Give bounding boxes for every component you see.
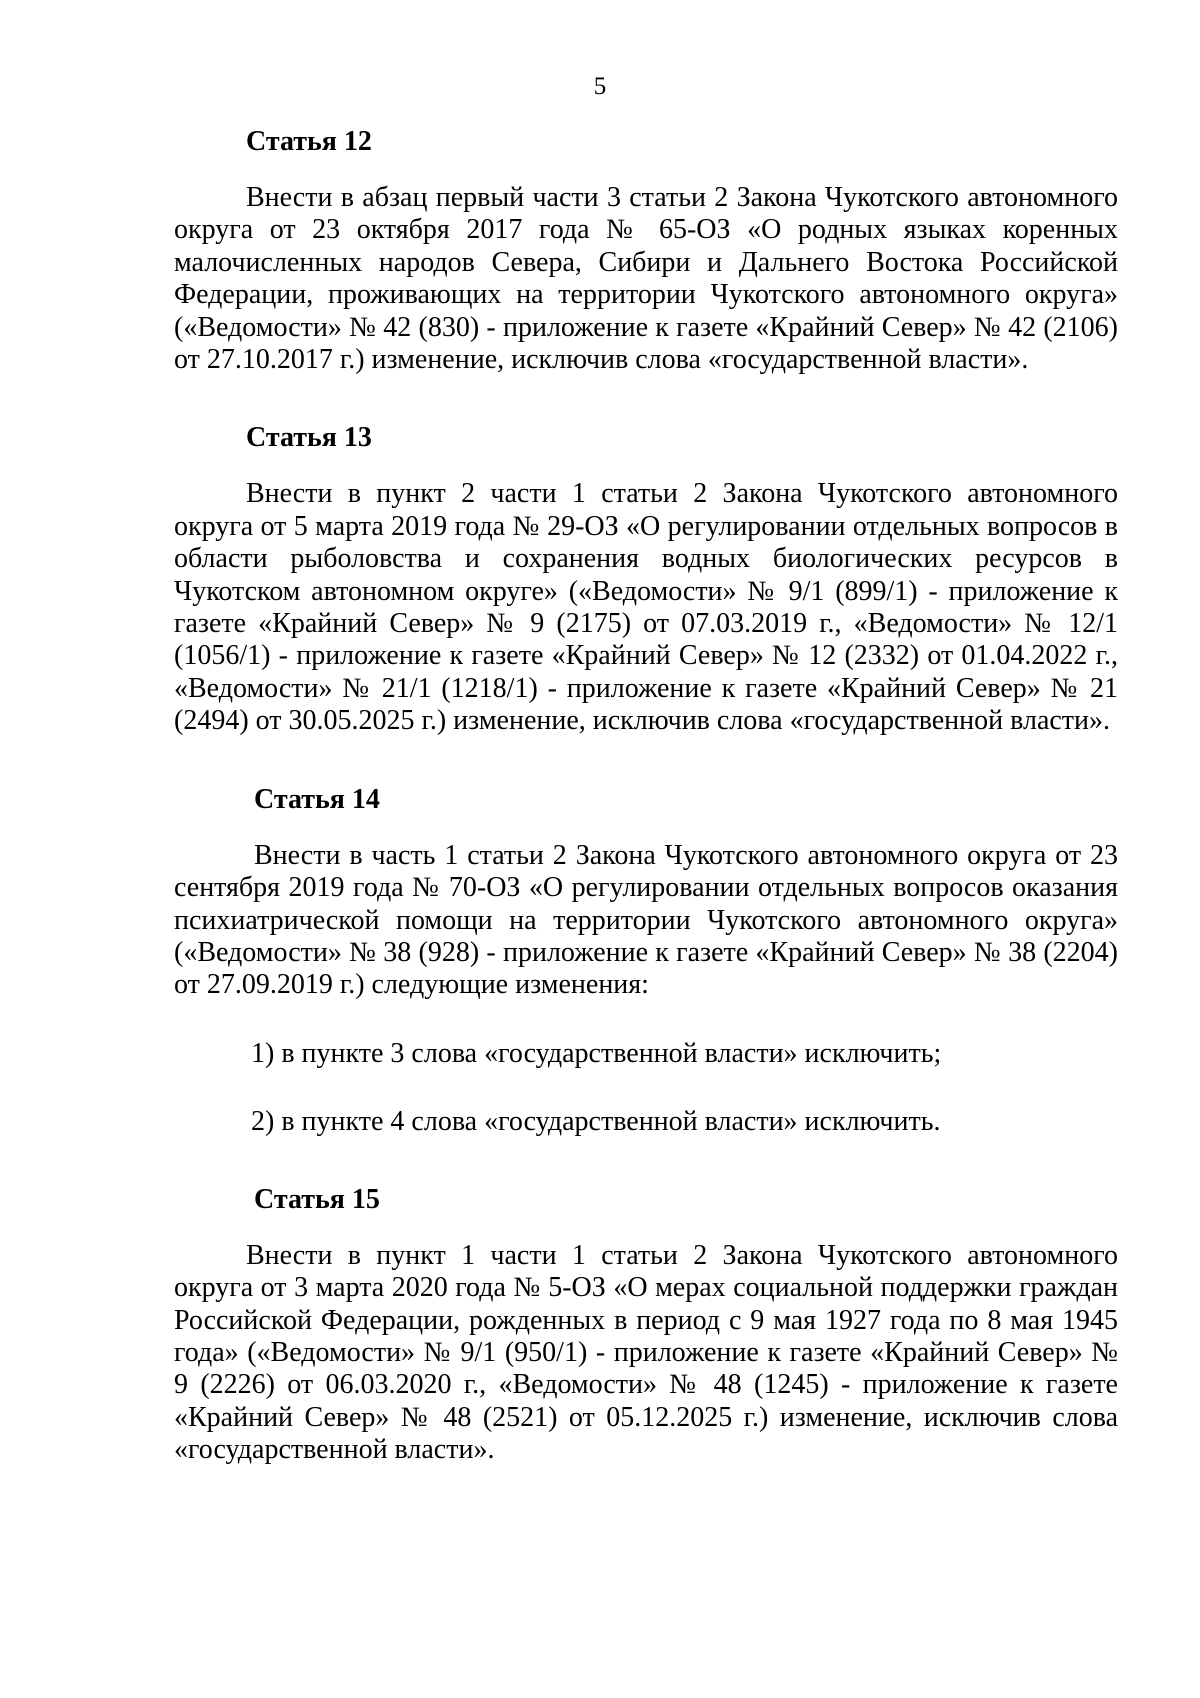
document-content xyxy=(174,126,1118,1513)
list-item: 1) в пункте 3 слова «государственной власти» исключить; xyxy=(251,1037,942,1069)
article-body: Внести в пункт 2 части 1 статьи 2 Закона Чукотского автономного округа от 5 марта 2019 года № 29-ОЗ «О регулировании отдельных вопросов в области рыболовства и сохранения водных биологических ресурсов в Чукотском автономном округе» («Ведомости» № 9/1 (899/1) - приложение к газете «Крайний Север» № 9 (2175) от 07.03.2019 г., «Ведомости» № 12/1 (1056/1) - приложение к газете «Крайний Север» № 12 (2332) от 01.04.2022 г., «Ведомости» № 21/1 (1218/1) - приложение к газете «Крайний Север» № 21 (2494) от 30.05.2025 г.) изменение, исключив слова «государственной власти». xyxy=(174,478,1118,737)
article-body: Внести в часть 1 статьи 2 Закона Чукотского автономного округа от 23 сентября 2019 года № 70-ОЗ «О регулировании отдельных вопросов оказания психиатрической помощи на территории Чукотского автономного округа» («Ведомости» № 38 (928) - приложение к газете «Крайний Север» № 38 (2204) от 27.09.2019 г.) следующие изменения: xyxy=(174,839,1118,1001)
article-title: Статья 13 xyxy=(246,422,372,454)
article-body: Внести в пункт 1 части 1 статьи 2 Закона Чукотского автономного округа от 3 марта 2020 года № 5-ОЗ «О мерах социальной поддержки граждан Российской Федерации, рожденных в период с 9 мая 1927 года по 8 мая 1945 года» («Ведомости» № 9/1 (950/1) - приложение к газете «Крайний Север» № 9 (2226) от 06.03.2020 г., «Ведомости» № 48 (1245) - приложение к газете «Крайний Север» № 48 (2521) от 05.12.2025 г.) изменение, исключив слова «государственной власти». xyxy=(174,1239,1118,1466)
article-title: Статья 14 xyxy=(254,783,380,815)
article-title: Статья 15 xyxy=(254,1183,380,1215)
page-number: 5 xyxy=(593,73,607,100)
article-13 xyxy=(174,422,1118,737)
article-14 xyxy=(174,784,1118,1138)
article-15 xyxy=(174,1184,1118,1467)
article-body: Внести в абзац первый части 3 статьи 2 Закона Чукотского автономного округа от 23 октября 2017 года № 65-ОЗ «О родных языках коренных малочисленных народов Севера, Сибири и Дальнего Востока Российской Федерации, проживающих на территории Чукотского автономного округа» («Ведомости» № 42 (830) - приложение к газете «Крайний Север» № 42 (2106) от 27.10.2017 г.) изменение, исключив слова «государственной власти». xyxy=(174,182,1118,376)
article-12 xyxy=(174,126,1118,376)
article-title: Статья 12 xyxy=(246,126,372,157)
list-item: 2) в пункте 4 слова «государственной власти» исключить. xyxy=(251,1105,941,1137)
